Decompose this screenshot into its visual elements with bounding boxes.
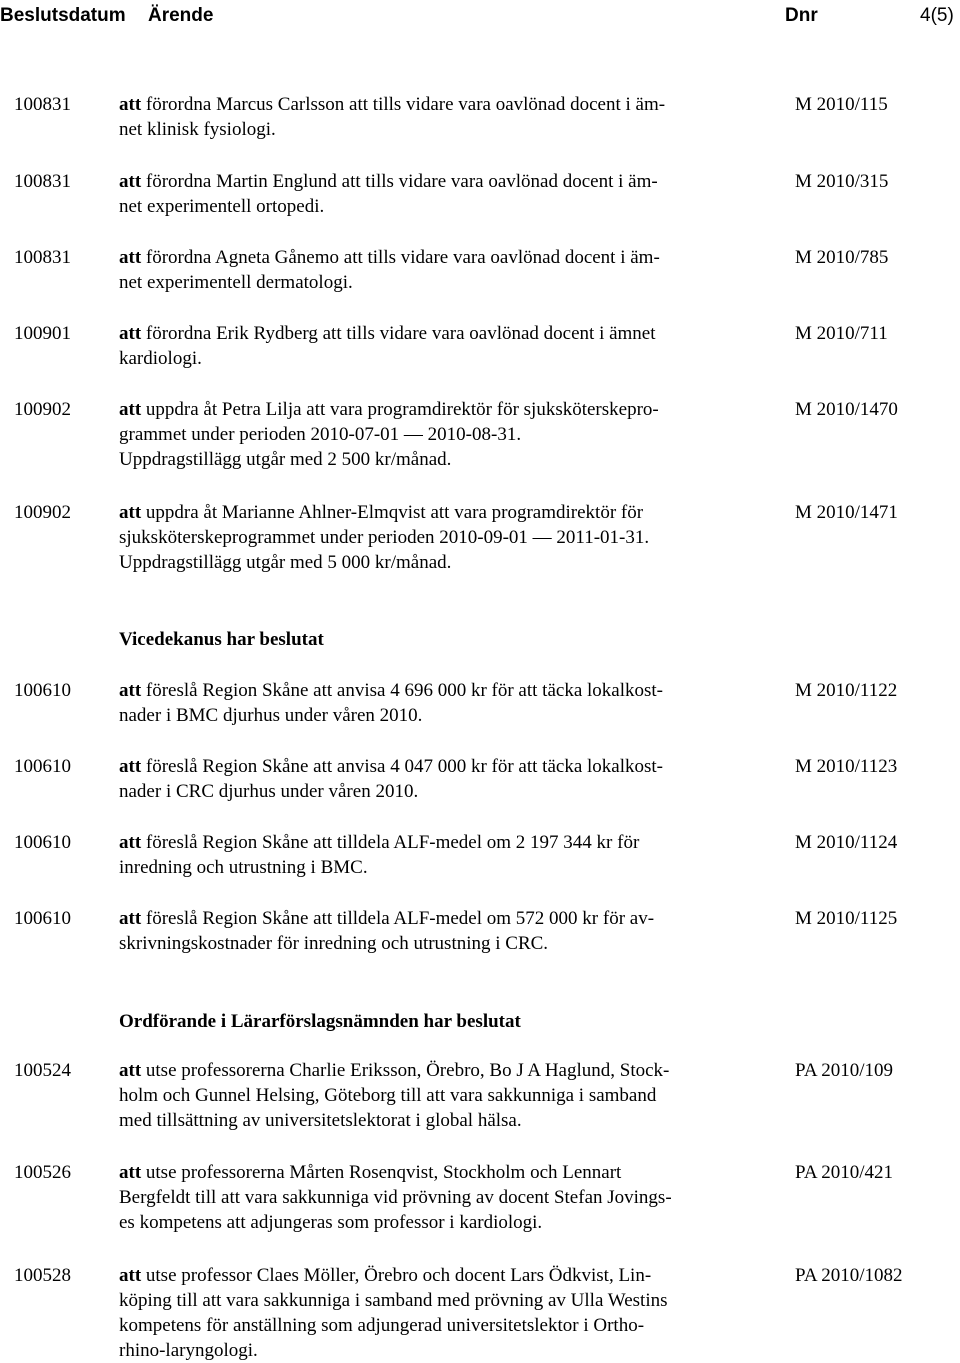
- decision-date: 100902: [14, 502, 71, 523]
- decision-line: inredning och utrustning i BMC.: [119, 857, 368, 878]
- decision-line: att utse professor Claes Möller, Örebro och docent Lars Ödkvist, Lin-: [119, 1265, 652, 1286]
- decision-line: rhino-laryngologi.: [119, 1340, 258, 1361]
- att-keyword: att: [119, 171, 142, 192]
- page-number: 4(5): [920, 5, 954, 26]
- decision-text: [119, 678, 779, 728]
- decision-line: att föreslå Region Skåne att anvisa 4 047 000 kr för att täcka lokalkost-: [119, 756, 663, 777]
- decision-date: 100610: [14, 680, 71, 701]
- decision-text: [119, 1160, 779, 1235]
- decision-dnr: M 2010/1123: [795, 756, 898, 777]
- decision-dnr: M 2010/785: [795, 247, 889, 268]
- decision-line: med tillsättning av universitetslektorat i global hälsa.: [119, 1110, 522, 1131]
- decision-line: Uppdragstillägg utgår med 2 500 kr/månad.: [119, 449, 452, 470]
- decision-text: [119, 321, 779, 371]
- att-keyword: att: [119, 908, 142, 929]
- decision-line: nader i BMC djurhus under våren 2010.: [119, 705, 423, 726]
- decision-dnr: PA 2010/421: [795, 1162, 894, 1183]
- decision-date: 100831: [14, 171, 71, 192]
- decision-line: att föreslå Region Skåne att tilldela ALF-medel om 572 000 kr för av-: [119, 908, 655, 929]
- decision-line: att uppdra åt Marianne Ahlner-Elmqvist att vara programdirektör för: [119, 502, 644, 523]
- att-keyword: att: [119, 680, 142, 701]
- decision-date: 100610: [14, 832, 71, 853]
- decision-dnr: M 2010/711: [795, 323, 888, 344]
- decision-date: 100526: [14, 1162, 71, 1183]
- decision-dnr: PA 2010/109: [795, 1060, 894, 1081]
- header-dnr: Dnr: [785, 5, 818, 26]
- decision-line: att föreslå Region Skåne att tilldela ALF-medel om 2 197 344 kr för: [119, 832, 640, 853]
- decision-dnr: M 2010/1471: [795, 502, 898, 523]
- decision-dnr: M 2010/1122: [795, 680, 898, 701]
- decision-dnr: M 2010/1124: [795, 832, 898, 853]
- decision-dnr: M 2010/315: [795, 171, 889, 192]
- decision-line: att förordna Agneta Gånemo att tills vidare vara oavlönad docent i äm-: [119, 247, 660, 268]
- decision-line: holm och Gunnel Helsing, Göteborg till att vara sakkunniga i samband: [119, 1085, 657, 1106]
- header-arende: Ärende: [148, 5, 214, 26]
- decision-line: att förordna Martin Englund att tills vidare vara oavlönad docent i äm-: [119, 171, 658, 192]
- decision-line: Bergfeldt till att vara sakkunniga vid prövning av docent Stefan Jovings-: [119, 1187, 672, 1208]
- decision-line: köping till att vara sakkunniga i samband med prövning av Ulla Westins: [119, 1290, 668, 1311]
- decision-text: [119, 830, 779, 880]
- decision-line: sjuksköterskeprogrammet under perioden 2010-09-01 — 2011-01-31.: [119, 527, 650, 548]
- section-heading-ordforande: Ordförande i Lärarförslagsnämnden har beslutat: [119, 1011, 521, 1032]
- decision-line: Uppdragstillägg utgår med 5 000 kr/månad.: [119, 552, 452, 573]
- decision-date: 100902: [14, 399, 71, 420]
- decision-date: 100831: [14, 94, 71, 115]
- decision-line: net klinisk fysiologi.: [119, 119, 276, 140]
- decision-text: [119, 92, 779, 142]
- decision-text: [119, 1058, 779, 1133]
- decision-text: [119, 1263, 779, 1363]
- decision-dnr: M 2010/115: [795, 94, 888, 115]
- decision-dnr: PA 2010/1082: [795, 1265, 903, 1286]
- decision-line: skrivningskostnader för inredning och utrustning i CRC.: [119, 933, 549, 954]
- decision-line: grammet under perioden 2010-07-01 — 2010-08-31.: [119, 424, 522, 445]
- section-heading-vicedekanus: Vicedekanus har beslutat: [119, 629, 324, 650]
- decision-line: net experimentell dermatologi.: [119, 272, 353, 293]
- decision-text: [119, 397, 779, 472]
- att-keyword: att: [119, 1162, 142, 1183]
- decision-date: 100831: [14, 247, 71, 268]
- decision-line: att förordna Marcus Carlsson att tills vidare vara oavlönad docent i äm-: [119, 94, 666, 115]
- decision-line: att utse professorerna Mårten Rosenqvist, Stockholm och Lennart: [119, 1162, 622, 1183]
- decision-line: att förordna Erik Rydberg att tills vidare vara oavlönad docent i ämnet: [119, 323, 656, 344]
- decision-line: nader i CRC djurhus under våren 2010.: [119, 781, 419, 802]
- decision-date: 100610: [14, 756, 71, 777]
- decision-date: 100610: [14, 908, 71, 929]
- decision-text: [119, 169, 779, 219]
- decision-line: att utse professorerna Charlie Eriksson, Örebro, Bo J A Haglund, Stock-: [119, 1060, 670, 1081]
- att-keyword: att: [119, 399, 142, 420]
- att-keyword: att: [119, 1265, 142, 1286]
- decision-date: 100524: [14, 1060, 71, 1081]
- decision-line: att uppdra åt Petra Lilja att vara programdirektör för sjuksköterskepro-: [119, 399, 659, 420]
- att-keyword: att: [119, 502, 142, 523]
- decision-text: [119, 245, 779, 295]
- decision-dnr: M 2010/1470: [795, 399, 898, 420]
- att-keyword: att: [119, 832, 142, 853]
- decision-date: 100528: [14, 1265, 71, 1286]
- decision-line: att föreslå Region Skåne att anvisa 4 696 000 kr för att täcka lokalkost-: [119, 680, 663, 701]
- att-keyword: att: [119, 1060, 142, 1081]
- decision-date: 100901: [14, 323, 71, 344]
- decision-text: [119, 906, 779, 956]
- decision-line: kompetens för anställning som adjungerad universitetslektor i Ortho-: [119, 1315, 645, 1336]
- decision-text: [119, 754, 779, 804]
- att-keyword: att: [119, 756, 142, 777]
- page-header: [0, 3, 960, 29]
- att-keyword: att: [119, 247, 142, 268]
- decision-dnr: M 2010/1125: [795, 908, 898, 929]
- decision-line: net experimentell ortopedi.: [119, 196, 325, 217]
- decision-text: [119, 500, 779, 575]
- att-keyword: att: [119, 94, 142, 115]
- header-beslutsdatum: Beslutsdatum: [0, 5, 126, 26]
- att-keyword: att: [119, 323, 142, 344]
- decision-line: es kompetens att adjungeras som professor i kardiologi.: [119, 1212, 543, 1233]
- decision-line: kardiologi.: [119, 348, 202, 369]
